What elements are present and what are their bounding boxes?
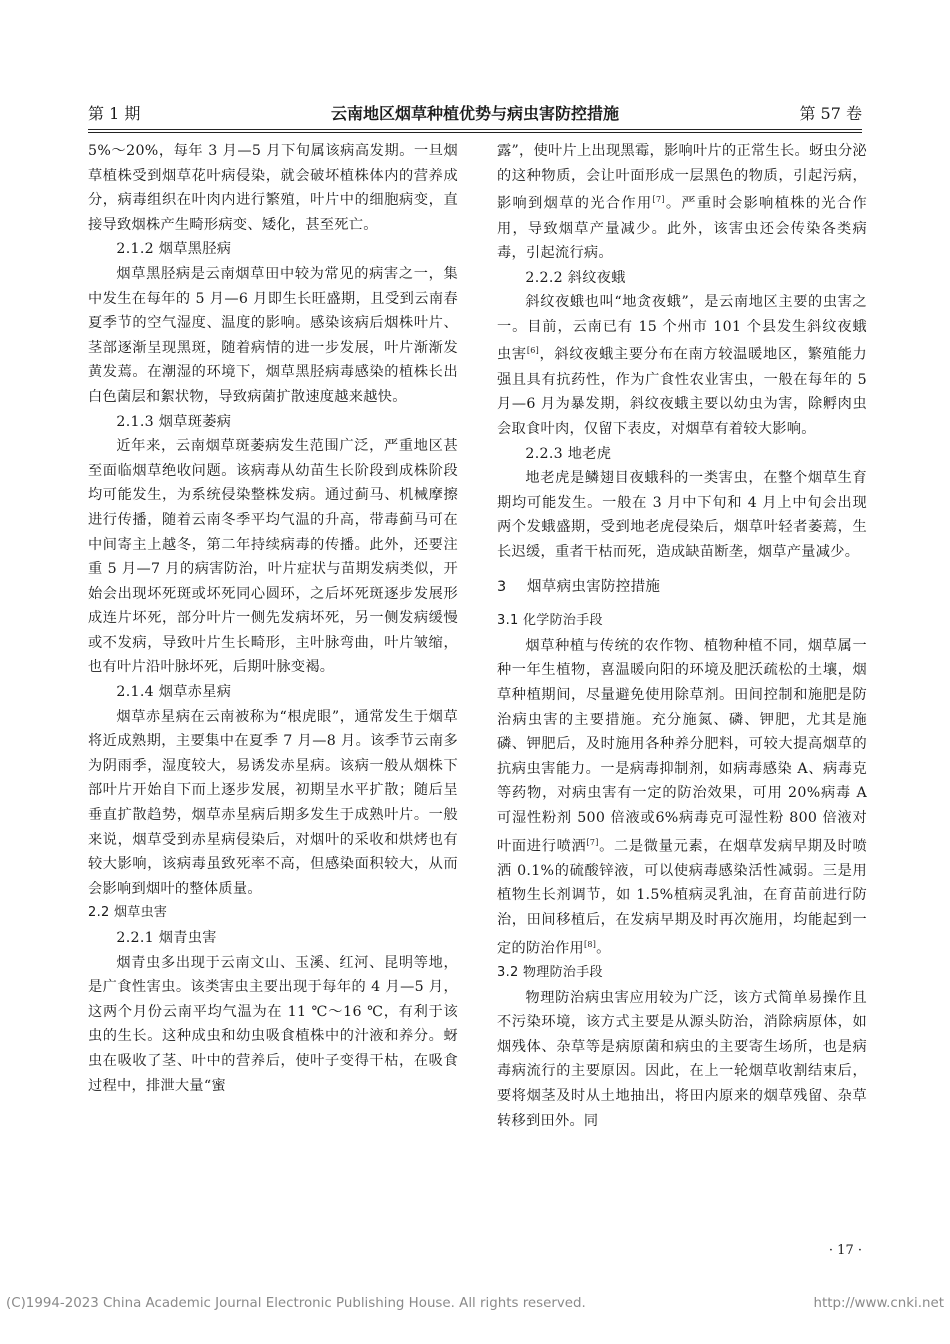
left-column <box>88 139 458 1098</box>
heading-3-2: 3.2 物理防治手段 <box>497 964 603 980</box>
heading-2-2-1: 2.2.1 烟青虫害 <box>116 930 217 946</box>
paragraph-2-1-4: 烟草赤星病在云南被称为“根虎眼”，通常发生于烟草将近成熟期，主要集中在夏季 7 月—8 月。该季节云南多为阴雨季，湿度较大，易诱发赤星病。该病一般从烟株下部叶片开始自下而上逐步发展，初期呈水平扩散；随后呈垂直扩散趋势，烟草赤星病后期多发生于成熟叶片。一般来说，烟草受到赤星病侵染后，对烟叶的采收和烘烤也有较大影响，该病毒虽致死率不高，但感染面积较大，从而会影响到烟叶的整体质量。 <box>88 708 458 897</box>
running-header <box>88 98 862 126</box>
text-run: 。严重时会影响植株的光合作用，导致烟草产量减少。此外，该害虫还会传染各类病毒，引起流行病。 <box>497 195 867 262</box>
text-run: 烟草种植与传统的农作物、植物种植不同，烟草属一种一年生植物，喜温暖向阳的环境及肥沃疏松的土壤，烟草种植期间，尽量避免使用除草剂。田间控制和施肥是防治病虫害的主要措施。充分施氮、磷、钾肥，尤其是施磷、钾肥后，及时施用各种养分肥料，可较大提高烟草的抗病虫害能力。一是病毒抑制剂，如病毒感染 A、病毒克等药物，对病虫害有一定的防治效果，可用 20%病毒 A 可湿性粉剂 500 倍液或6%病毒克可湿性粉 800 倍液对叶面进行喷洒 <box>497 637 867 855</box>
volume-number: 第 57 卷 <box>799 103 862 123</box>
text-run: ，斜纹夜蛾主要分布在南方较温暖地区，繁殖能力强且具有抗药性，作为广食性农业害虫，一般在每年的 5 月—6 月为暴发期，斜纹夜蛾主要以幼虫为害，除孵肉虫会取食叶肉，仅留下表皮，对烟草有着较大影响。 <box>497 347 867 437</box>
text-run: 。二是微量元素，在烟草发病早期及时喷洒 0.1%的硫酸锌液，可以使病毒感染活性减弱。三是用植物生长剂调节，如 1.5%植病灵乳油，在育苗前进行防治，田间移植后，在发病早期及时再次施用，均能起到一定的防治作用 <box>497 838 867 957</box>
citation-6: [6] <box>526 346 540 356</box>
heading-2-2: 2.2 烟草虫害 <box>88 905 168 921</box>
text-run: 露”，使叶片上出现黑霉，影响叶片的正常生长。蚜虫分泌的这种物质，会让叶面形成一层黑色的物质，引起污病，影响到烟草的光合作用 <box>497 143 867 212</box>
heading-2-1-2: 2.1.2 烟草黑胫病 <box>116 241 232 258</box>
heading-2-2-3: 2.2.3 地老虎 <box>525 445 612 462</box>
article-title: 云南地区烟草种植优势与病虫害防控措施 <box>330 103 619 123</box>
heading-3-1: 3.1 化学防治手段 <box>497 613 603 629</box>
paragraph-2-2-2 <box>497 290 867 441</box>
paragraph-2-2-3: 地老虎是鳞翅目夜蛾科的一类害虫，在整个烟草生育期均可能发生。一般在 3 月中下旬和 4 月上中旬会出现两个发蛾盛期，受到地老虎侵染后，烟草叶轻者萎蔫，生长迟缓，重者干枯而死，造成缺苗断垄，烟草产量减少。 <box>497 470 867 560</box>
text-run: 斜纹夜蛾也叫“地贪夜蛾”，是云南地区主要的虫害之一。目前，云南已有 15 个州市 101 个县发生斜纹夜蛾虫害 <box>497 294 867 364</box>
heading-3 <box>497 575 867 600</box>
heading-2-1-4: 2.1.4 烟草赤星病 <box>116 684 232 701</box>
citation-7b: [7] <box>586 837 599 847</box>
paragraph-2-1-2: 烟草黑胫病是云南烟草田中较为常见的病害之一，集中发生在每年的 5 月—6 月即生长旺盛期，且受到云南春夏季节的空气湿度、温度的影响。感染该病后烟株叶片、茎部逐渐呈现黑斑，随着病情的进一步发展，叶片渐渐发黄发蔫。在潮湿的环境下，烟草黑胫病毒感染的植株长出白色菌层和絮状物，导致病菌扩散速度越来越快。 <box>88 265 458 405</box>
paragraph-3-2: 物理防治病虫害应用较为广泛，该方式简单易操作且不污染环境，该方式主要是从源头防治，消除病原体，如烟残体、杂草等是病原菌和病虫的主要寄生场所，也是病毒病流行的主要原因。因此，在上一轮烟草收割结束后，要将烟茎及时从土地抽出，将田内原来的烟草残留、杂草转移到田外。同 <box>497 989 867 1129</box>
section-number: 3 <box>497 578 507 595</box>
issue-number: 第 1 期 <box>88 103 141 123</box>
paragraph-2-2-1: 烟青虫多出现于云南文山、玉溪、红河、昆明等地，是广食性害虫。该类害虫主要出现于每年的 4 月—5 月，这两个月份云南平均气温为在 11 ℃～16 ℃，有利于该虫的生长。这种成虫和幼虫吸食植株中的汁液和养分。蚜虫在吸收了茎、叶中的营养后，使叶子变得干枯，在吸食过程中，排泄大量“蜜 <box>88 954 458 1094</box>
copyright-text: (C)1994-2023 China Academic Journal Electronic Publishing House. All rights reserved. <box>6 1296 586 1311</box>
text-run: 。 <box>596 940 611 957</box>
citation-8: [8] <box>583 939 597 949</box>
header-rule-bottom <box>88 132 862 133</box>
page-number: · 17 · <box>828 1243 862 1258</box>
section-title: 烟草病虫害防控措施 <box>527 578 661 595</box>
paragraph-continued: 5%～20%，每年 3 月—5 月下旬属该病高发期。一旦烟草植株受到烟草花叶病侵染，就会破坏植株体内的营养成分，病毒组织在叶肉内进行繁殖，叶片中的细胞病变，直接导致烟株产生畸形病变、矮化，甚至死亡。 <box>88 143 458 233</box>
paragraph-3-1 <box>497 634 867 961</box>
heading-2-1-3: 2.1.3 烟草斑萎病 <box>116 413 232 430</box>
citation-7: [7] <box>652 195 665 205</box>
heading-2-2-2: 2.2.2 斜纹夜蛾 <box>525 269 626 286</box>
copyright-footer <box>0 1296 950 1311</box>
paragraph-continued-right <box>497 139 867 266</box>
paragraph-2-1-3: 近年来，云南烟草斑萎病发生范围广泛，严重地区甚至面临烟草绝收问题。该病毒从幼苗生长阶段到成株阶段均可能发生，为系统侵染整株发病。通过蓟马、机械摩擦进行传播，随着云南冬季平均气温的升高，带毒蓟马可在中间寄主上越冬，第二年持续病毒的传播。此外，还要注重 5 月—7 月的病害防治，叶片症状与苗期发病类似，开始会出现坏死斑或坏死同心圆环，之后坏死斑逐步发展形成连片坏死，部分叶片一侧先发病坏死，另一侧发病缓慢或不发病，导致叶片生长畸形，主叶脉弯曲，叶片皱缩，也有叶片沿叶脉坏死，后期叶脉变褐。 <box>88 438 458 676</box>
cnki-link[interactable]: http://www.cnki.net <box>813 1296 944 1311</box>
header-rule-top <box>88 129 862 130</box>
right-column <box>497 139 867 1133</box>
